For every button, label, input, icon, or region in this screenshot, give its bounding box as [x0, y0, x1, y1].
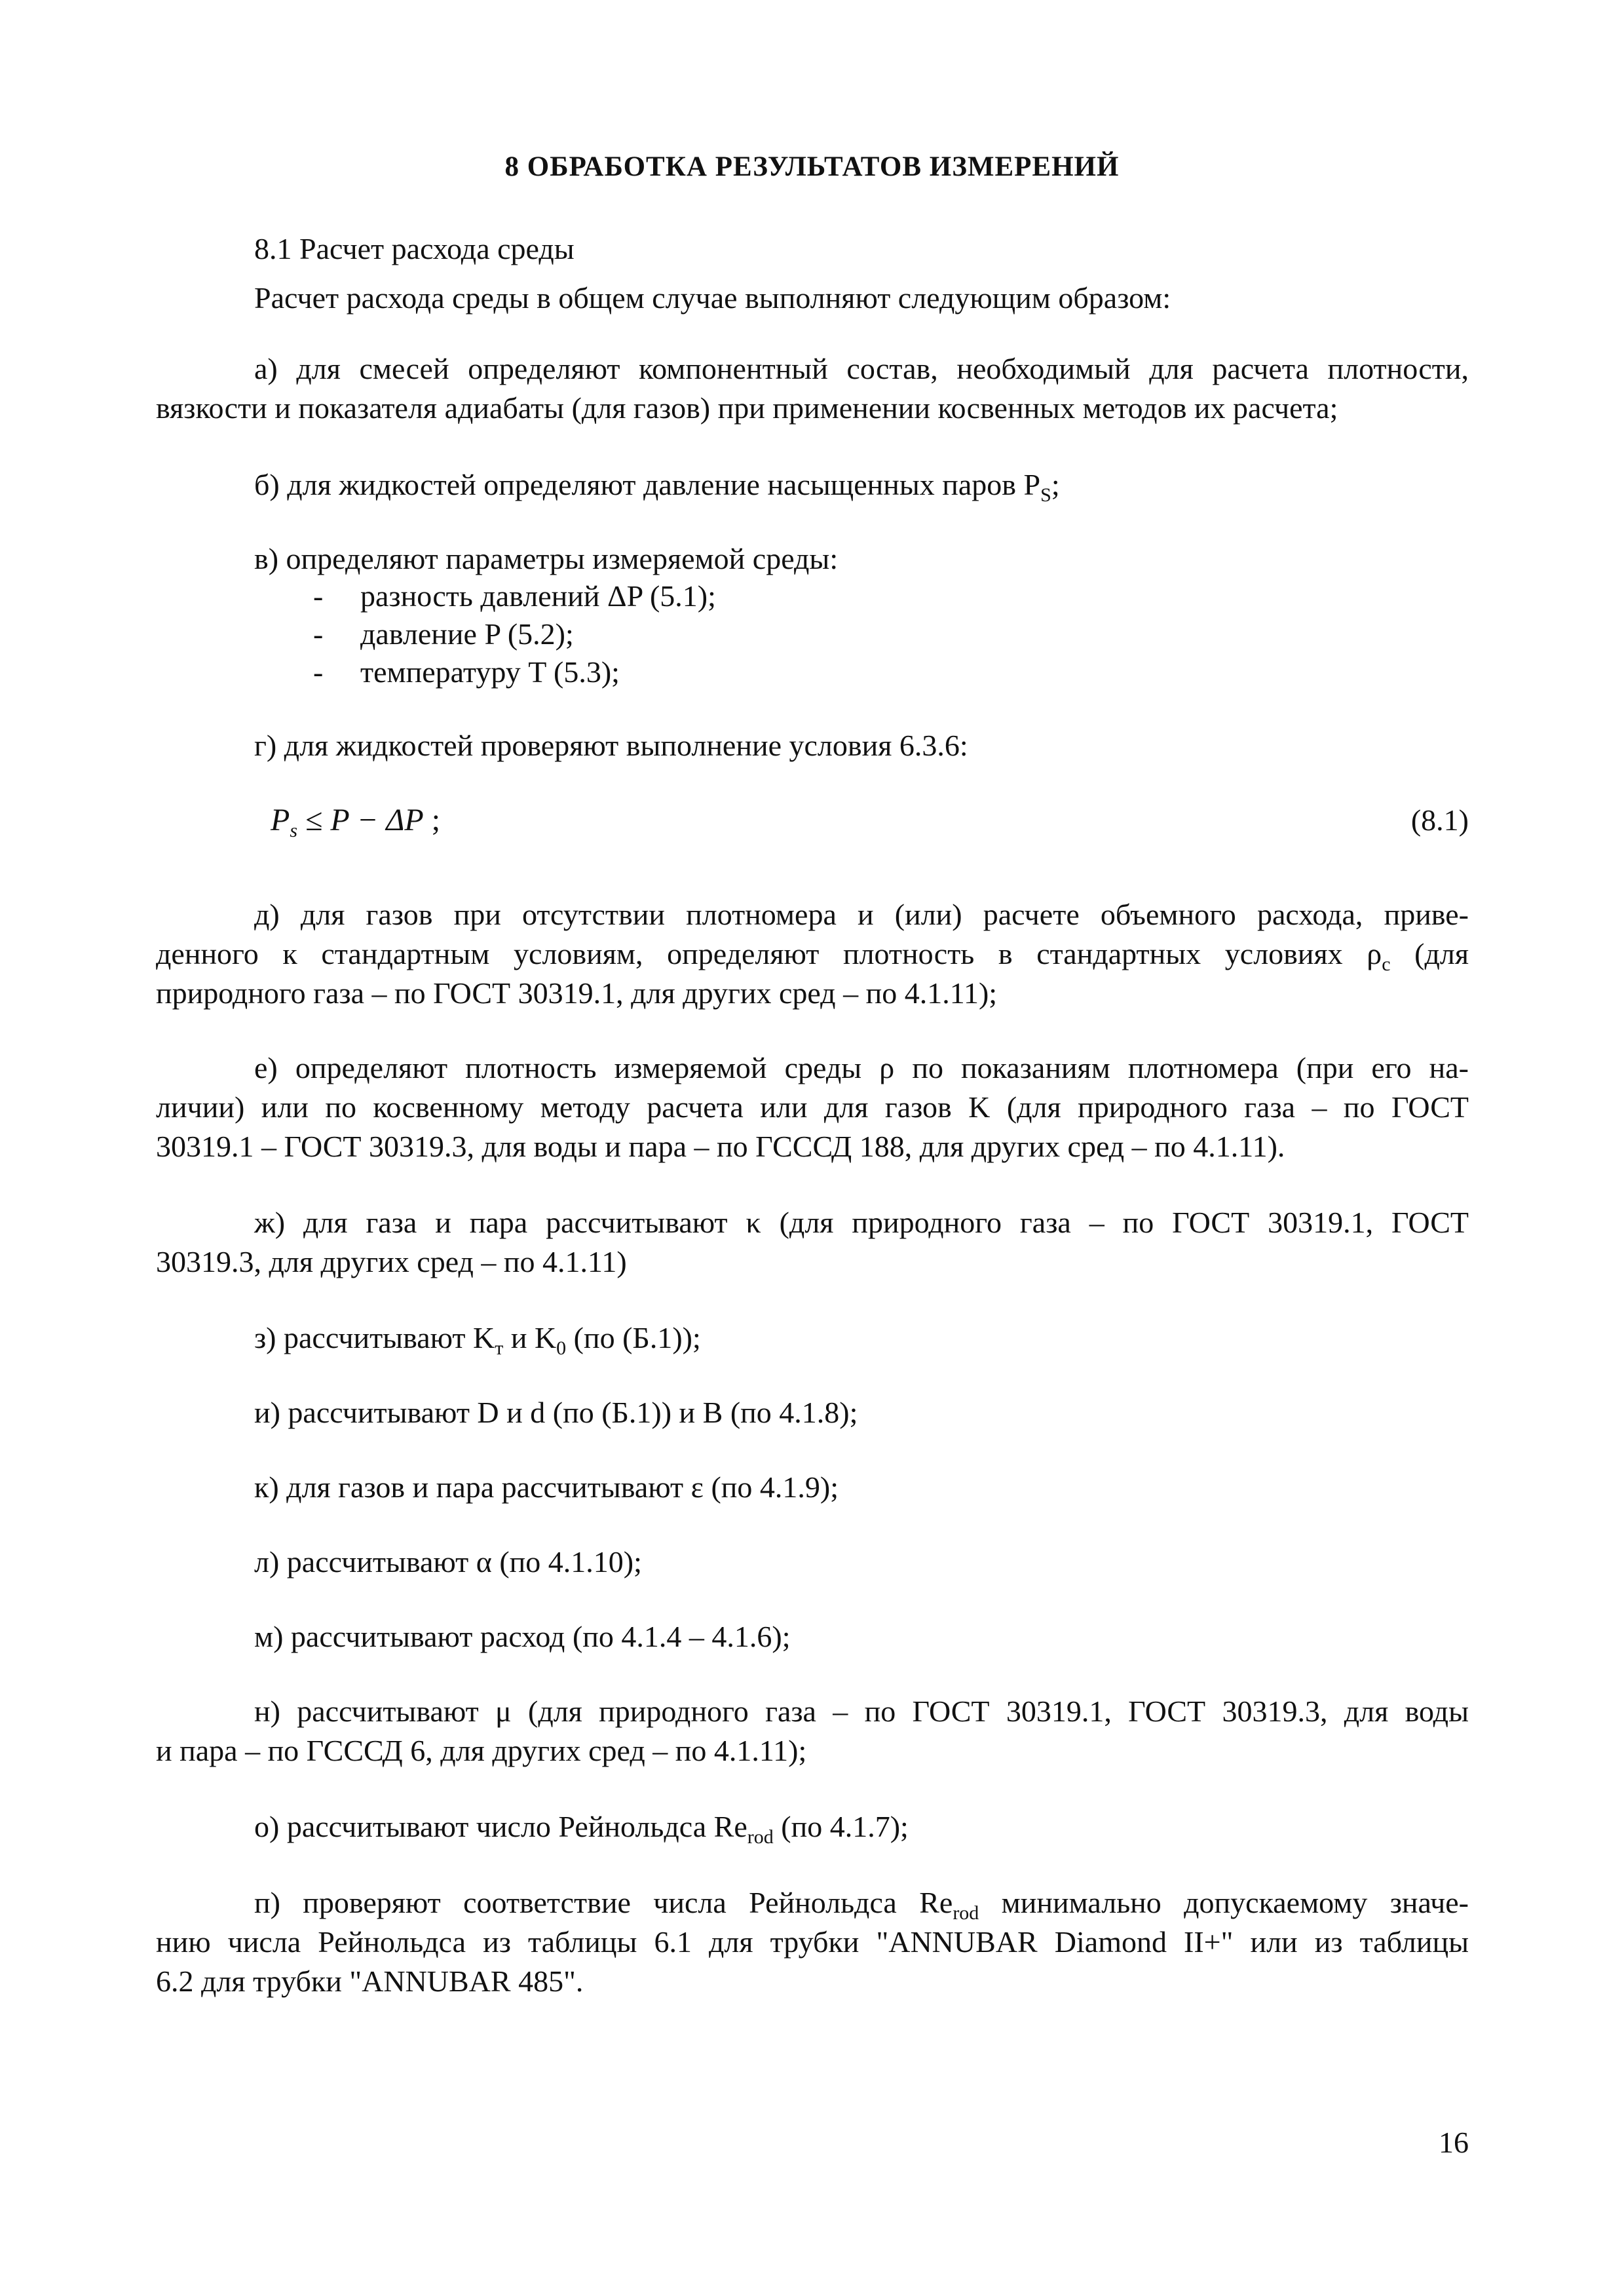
list-dash: - [313, 617, 324, 651]
list-item-pressure: давление P (5.2); [360, 617, 574, 651]
formula-8-1: $P_s \le P - \Delta P$ ; [271, 803, 441, 841]
item-e-line3: 30319.1 – ГОСТ 30319.3, для воды и пара – по ГСССД 188, для других сред – по 4.1.11). [156, 1130, 1285, 1163]
page-number: 16 [1439, 2126, 1469, 2159]
item-v-line1: в) определяют параметры измеряемой среды: [254, 542, 839, 575]
list-dash: - [313, 579, 324, 613]
item-e-line2: личии) или по косвенному методу расчета или для газов K (для природного газа – по ГОСТ [156, 1090, 1469, 1124]
item-z: з) рассчитывают $K_т$ и $K_0$ (по (Б.1)); [254, 1321, 701, 1359]
item-e-line1: е) определяют плотность измеряемой среды ρ по показаниям плотномера (при его на- [254, 1051, 1469, 1084]
item-m: м) рассчитывают расход (по 4.1.4 – 4.1.6); [254, 1620, 791, 1653]
item-n-line1: н) рассчитывают μ (для природного газа – по ГОСТ 30319.1, ГОСТ 30319.3, для воды [254, 1694, 1469, 1728]
item-o: о) рассчитывают число Рейнольдса $Re_{rod}$ (по 4.1.7); [254, 1810, 909, 1848]
list-item-temperature: температуру T (5.3); [360, 655, 620, 689]
item-d-line2: денного к стандартным условиям, определяют плотность в стандартных условиях $\rho_с$ (для [156, 937, 1469, 975]
item-g: г) для жидкостей проверяют выполнение условия 6.3.6: [254, 729, 968, 762]
item-k: к) для газов и пара рассчитывают ε (по 4.1.9); [254, 1470, 839, 1504]
item-zh-line1: ж) для газа и пара рассчитывают κ (для природного газа – по ГОСТ 30319.1, ГОСТ [254, 1206, 1469, 1239]
section-title: 8 ОБРАБОТКА РЕЗУЛЬТАТОВ ИЗМЕРЕНИЙ [504, 151, 1120, 182]
item-n-line2: и пара – по ГСССД 6, для других сред – по 4.1.11); [156, 1734, 807, 1767]
item-b: б) для жидкостей определяют давление насыщенных паров $P_S$; [254, 468, 1060, 506]
list-dash: - [313, 655, 324, 689]
intro-text: Расчет расхода среды в общем случае выполняют следующим образом: [254, 281, 1171, 315]
equation-number: (8.1) [1410, 803, 1469, 837]
item-a-line1: а) для смесей определяют компонентный состав, необходимый для расчета плотности, [254, 352, 1469, 385]
item-zh-line2: 30319.3, для других сред – по 4.1.11) [156, 1245, 627, 1278]
item-p-line2: нию числа Рейнольдса из таблицы 6.1 для трубки "ANNUBAR Diamond II+" или из таблицы [156, 1925, 1469, 1959]
item-a-line2: вязкости и показателя адиабаты (для газов) при применении косвенных методов их расчета; [156, 391, 1338, 425]
item-l: л) рассчитывают α (по 4.1.10); [254, 1545, 642, 1578]
item-i: и) рассчитывают D и d (по (Б.1)) и B (по 4.1.8); [254, 1396, 858, 1429]
item-p-line1: п) проверяют соответствие числа Рейнольдса $Re_{rod}$ минимально допускаемому значе- [254, 1886, 1469, 1924]
subsection-heading: 8.1 Расчет расхода среды [254, 232, 575, 265]
list-item-pressure-diff: разность давлений ΔP (5.1); [360, 579, 716, 613]
item-d-line3: природного газа – по ГОСТ 30319.1, для других сред – по 4.1.11); [156, 976, 998, 1010]
item-p-line3: 6.2 для трубки "ANNUBAR 485". [156, 1964, 584, 1998]
item-d-line1: д) для газов при отсутствии плотномера и (или) расчете объемного расхода, приве- [254, 898, 1469, 931]
